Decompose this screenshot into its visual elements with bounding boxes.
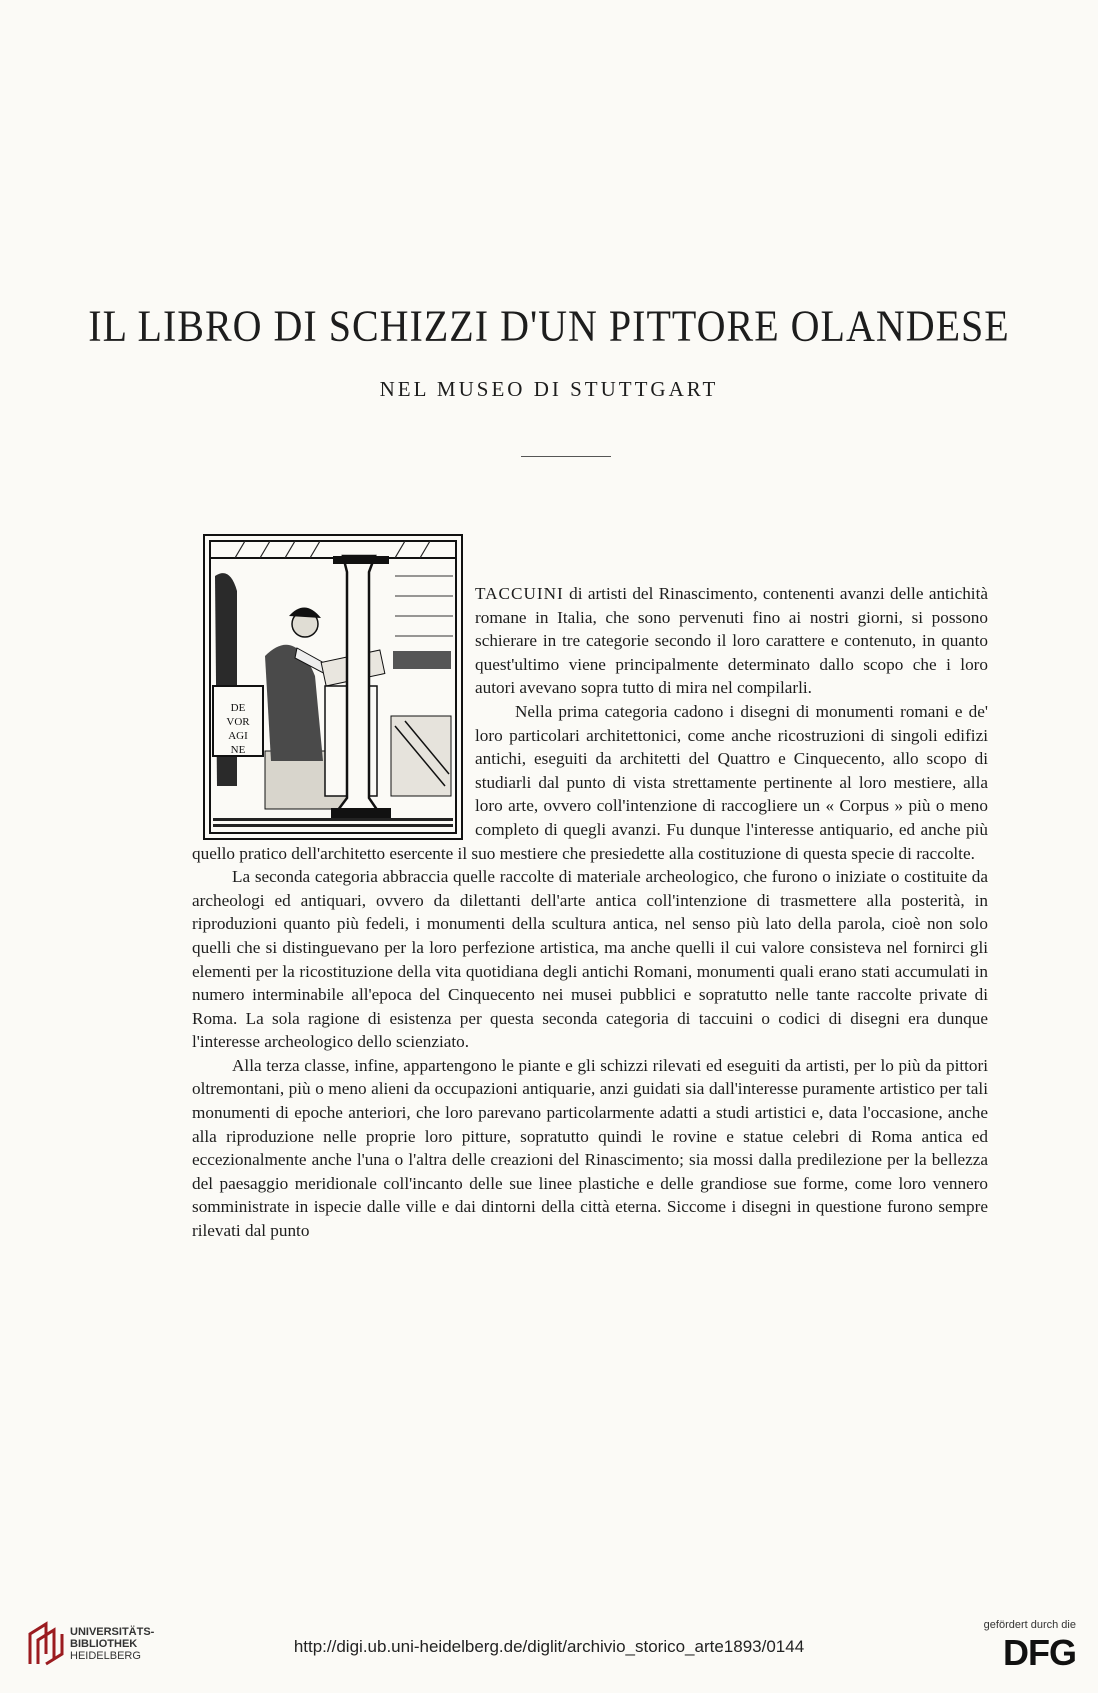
illustration-wrap-space <box>192 582 475 824</box>
library-name: UNIVERSITÄTS- BIBLIOTHEK HEIDELBERG <box>70 1626 155 1662</box>
paragraph-3: La seconda categoria abbraccia quelle raccolte di materiale archeologico, che furono o iniziate o costituite da archeologi ed antiquari, ovvero da dilettanti dell'arte antica coll'intenzione di trasmettere alla posterità, in riproduzioni quanto più fedeli, i monumenti della scultura antica, nel senso più lato della parola, cioè non solo quelli che si distinguevano per la loro perfezione artistica, ma anche quelli il cui valore consisteva nel fornirci gli elementi per la ricostituzione della vita quotidiana degli antichi Romani, monumenti quali erano stati accumulati in numero interminabile all'epoca del Cinquecento nei musei pubblici e sopratutto nelle tante raccolte private di Roma. La sola ragione di esistenza per questa seconda categoria di taccuini o codici di disegni era dunque l'interesse archeologico dello scienziato. <box>192 867 988 1052</box>
dfg-logo: DFG <box>1003 1632 1076 1673</box>
paragraph-4: Alla terza classe, infine, appartengono le piante e gli schizzi rilevati ed eseguiti da artisti, per lo più da pittori oltremontani, più o meno alieni da occupazioni antiquarie, anzi guidati sia dall'interesse puramente artistico per tali monumenti di epoche anteriori, che loro parevano particolarmente adatti a studi artistici e, data l'occasione, anche alla riproduzione nelle proprie loro pitture, sopratutto quindi le rovine e statue celebri di Roma antica ed eccezionalmente anche l'una o l'altra delle creazioni del Rinascimento; sia mossi dalla predilezione per la bellezza del paesaggio meridionale coll'incanto delle sue linee plastiche e delle grandiose sue forme, come loro vennero somministrate in ispecie dalle ville e dai dintorni della città eterna. Siccome i disegni in questione furono sempre rilevati dal punto <box>192 1055 988 1241</box>
paragraph-text: di artisti del Rinascimento, contenenti avanzi delle antichità romane in Italia, che sono pervenuti fino ai nostri giorni, si possono schierare in tre categorie secondo il loro carattere e contenuto, in quanto quest'ultimo viene principalmente determinato dallo scopo che i loro autori avevano sopra tutto di mira nel compilarli. <box>475 584 988 698</box>
woodcut-inscription-line: AGI <box>228 730 248 742</box>
funding-label: gefördert durch die <box>983 1619 1076 1631</box>
woodcut-inscription-line: DE <box>230 702 246 714</box>
page-title: IL LIBRO DI SCHIZZI D'UN PITTORE OLANDESE <box>88 300 1010 351</box>
woodcut-inscription-line: NE <box>230 744 246 756</box>
page-subtitle: NEL MUSEO DI STUTTGART <box>379 377 719 401</box>
woodcut-inscription-line: VOR <box>226 716 250 728</box>
article-body <box>192 582 988 1243</box>
source-url-link[interactable]: http://digi.ub.uni-heidelberg.de/diglit/archivio_storico_arte1893/0144 <box>293 1637 805 1656</box>
title-divider <box>521 456 611 457</box>
paragraph-2: Nella prima categoria cadono i disegni di monumenti romani e de' loro particolari architettonici, come anche ricostruzioni di singoli edifizi antichi, eseguiti da architetti del Quattro e Cinquecento, allo scopo di studiarli dal punto di vista strettamente pertinente al loro mestiere, alla loro arte, ovvero coll'intenzione di raccogliere un « Corpus » più o meno completo di quegli avanzi. Fu dunque l'interesse antiquario, ed anche più quello pratico dell'architetto esercente il suo mestiere che presiedette alla costituzione di questa specie di raccolte. <box>192 701 988 863</box>
footer-bar <box>0 1625 1098 1693</box>
lead-word: TACCUINI <box>475 584 564 603</box>
